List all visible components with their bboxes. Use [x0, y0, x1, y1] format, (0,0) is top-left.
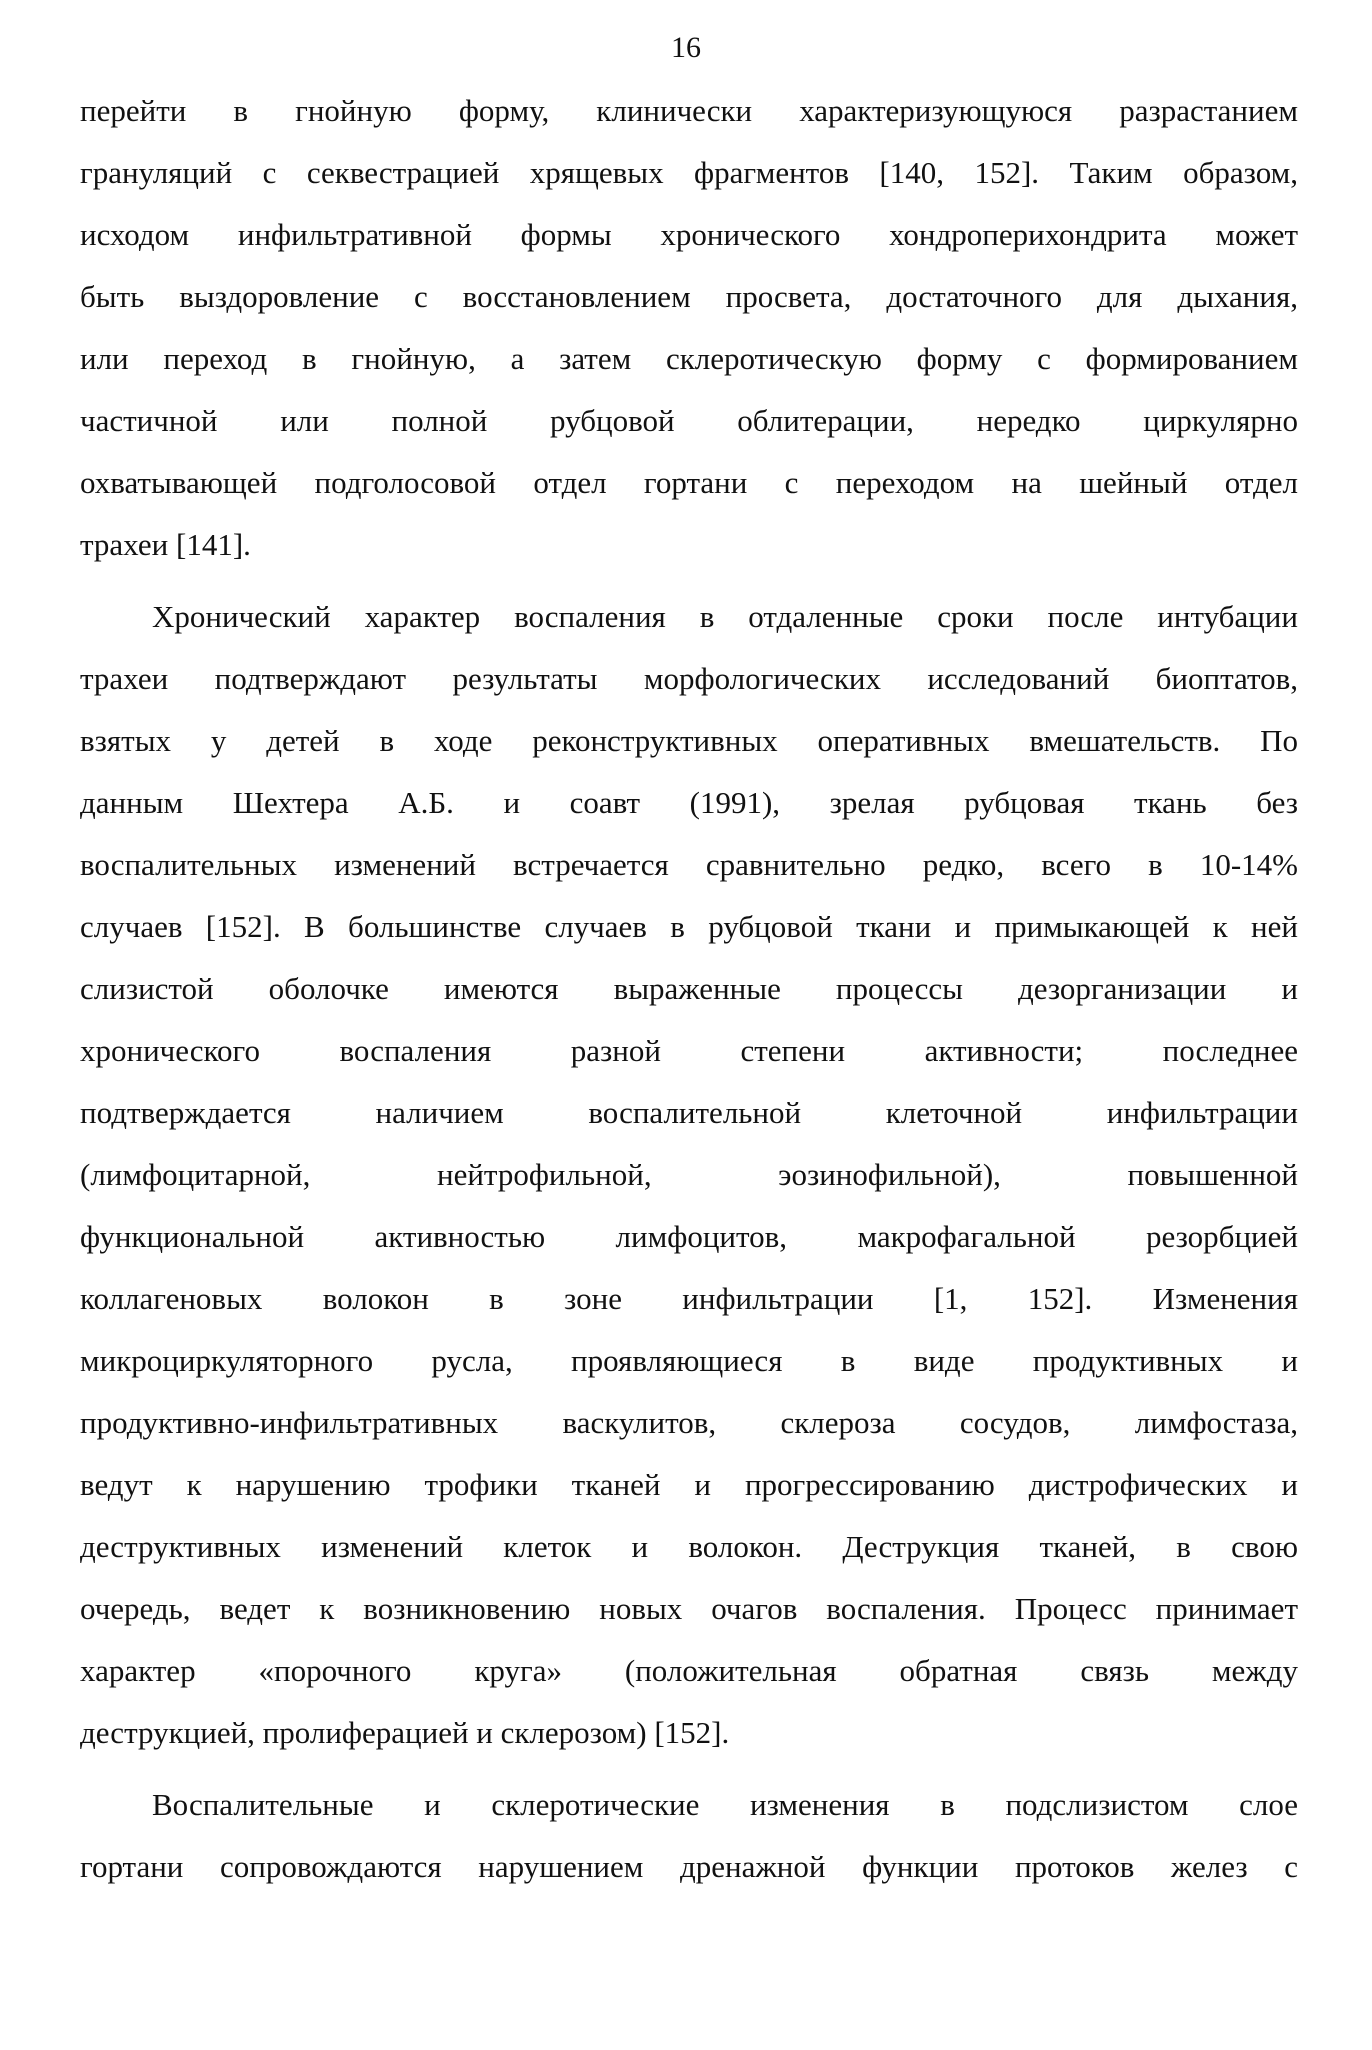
paragraph-2 [80, 586, 1298, 1764]
text-line: перейти в гнойную форму, клинически характеризующуюся разрастанием [80, 93, 1298, 128]
text-line: случаев [152]. В большинстве случаев в рубцовой ткани и примыкающей к ней [80, 909, 1298, 944]
text-line: коллагеновых волокон в зоне инфильтрации [1, 152]. Изменения [80, 1281, 1298, 1316]
text-line: Воспалительные и склеротические изменения в подслизистом слое [152, 1787, 1298, 1822]
text-line: слизистой оболочке имеются выраженные процессы дезорганизации и [80, 971, 1298, 1006]
text-line: грануляций с секвестрацией хрящевых фрагментов [140, 152]. Таким образом, [80, 155, 1298, 190]
page-number: 16 [671, 31, 701, 64]
text-line: Хронический характер воспаления в отдаленные сроки после интубации [152, 599, 1298, 634]
text-line: хронического воспаления разной степени активности; последнее [80, 1033, 1298, 1068]
text-line: ведут к нарушению трофики тканей и прогрессированию дистрофических и [80, 1467, 1298, 1502]
body-text [80, 80, 1298, 1898]
text-line: частичной или полной рубцовой облитерации, нередко циркулярно [80, 403, 1298, 438]
text-line: исходом инфильтративной формы хронического хондроперихондрита может [80, 217, 1298, 252]
text-line: трахеи подтверждают результаты морфологических исследований биоптатов, [80, 661, 1298, 696]
text-line: функциональной активностью лимфоцитов, макрофагальной резорбцией [80, 1219, 1298, 1254]
text-line: продуктивно-инфильтративных васкулитов, склероза сосудов, лимфостаза, [80, 1405, 1298, 1440]
text-line: охватывающей подголосовой отдел гортани с переходом на шейный отдел [80, 465, 1298, 500]
text-line: микроциркуляторного русла, проявляющиеся в виде продуктивных и [80, 1343, 1298, 1378]
text-line: данным Шехтера А.Б. и соавт (1991), зрелая рубцовая ткань без [80, 785, 1298, 820]
text-line: гортани сопровождаются нарушением дренажной функции протоков желез с [80, 1849, 1298, 1884]
text-line: очередь, ведет к возникновению новых очагов воспаления. Процесс принимает [80, 1591, 1298, 1626]
text-line: быть выздоровление с восстановлением просвета, достаточного для дыхания, [80, 279, 1298, 314]
text-line: или переход в гнойную, а затем склеротическую форму с формированием [80, 341, 1298, 376]
paragraph-1 [80, 80, 1298, 576]
text-line: трахеи [141]. [80, 527, 251, 562]
text-line: характер «порочного круга» (положительная обратная связь между [80, 1653, 1298, 1688]
text-line: воспалительных изменений встречается сравнительно редко, всего в 10-14% [80, 847, 1298, 882]
paragraph-3 [80, 1774, 1298, 1898]
text-line: (лимфоцитарной, нейтрофильной, эозинофильной), повышенной [80, 1157, 1298, 1192]
text-line: взятых у детей в ходе реконструктивных оперативных вмешательств. По [80, 723, 1298, 758]
text-line: деструкцией, пролиферацией и склерозом) [152]. [80, 1715, 730, 1750]
text-line: деструктивных изменений клеток и волокон. Деструкция тканей, в свою [80, 1529, 1298, 1564]
text-line: подтверждается наличием воспалительной клеточной инфильтрации [80, 1095, 1298, 1130]
